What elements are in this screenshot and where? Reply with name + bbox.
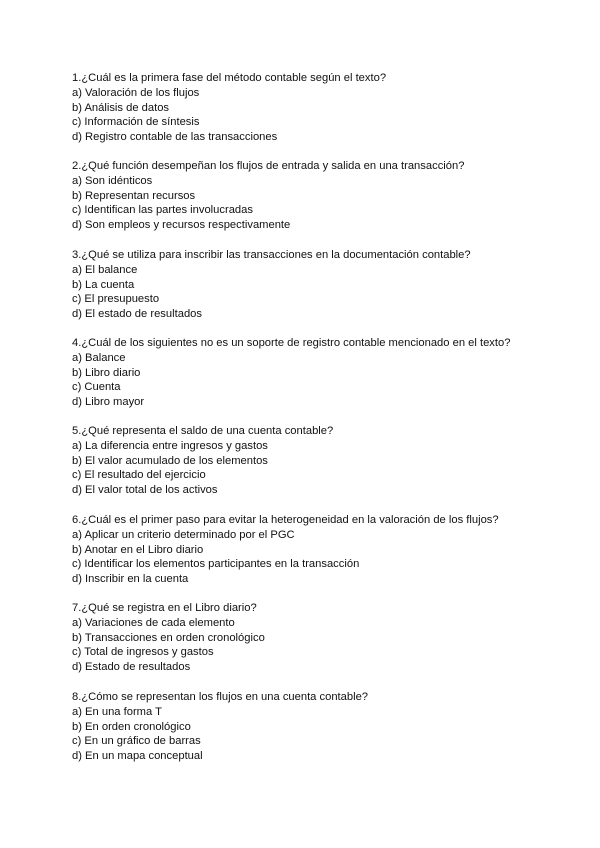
- question-text: 5.¿Qué representa el saldo de una cuenta contable?: [72, 425, 334, 437]
- answer-option: d) Inscribir en la cuenta: [72, 573, 189, 586]
- answer-option: a) En una forma T: [72, 705, 162, 718]
- question-block: [72, 248, 572, 322]
- answer-option: a) Valoración de los flujos: [72, 86, 200, 99]
- answer-option: c) Total de ingresos y gastos: [72, 646, 214, 659]
- answer-option: b) Anotar en el Libro diario: [72, 543, 204, 556]
- answer-option: d) El estado de resultados: [72, 308, 202, 321]
- answer-option: c) Identifican las partes involucradas: [72, 204, 253, 217]
- answer-option: b) Representan recursos: [72, 189, 196, 202]
- question-text: 7.¿Qué se registra en el Libro diario?: [72, 602, 257, 614]
- answer-option: b) El valor acumulado de los elementos: [72, 454, 268, 467]
- question-block: [72, 601, 572, 675]
- answer-option: a) Variaciones de cada elemento: [72, 616, 235, 629]
- answer-option: c) Identificar los elementos participantes en la transacción: [72, 558, 360, 571]
- answer-option: a) El balance: [72, 263, 138, 276]
- answer-option: d) Libro mayor: [72, 396, 145, 409]
- answer-option: a) Aplicar un criterio determinado por el PGC: [72, 528, 295, 541]
- answer-option: d) Estado de resultados: [72, 661, 191, 674]
- question-block: [72, 71, 572, 145]
- answer-option: a) Son idénticos: [72, 174, 153, 187]
- question-text: 4.¿Cuál de los siguientes no es un soporte de registro contable mencionado en el texto?: [72, 337, 511, 349]
- answer-option: b) Análisis de datos: [72, 101, 170, 114]
- answer-option: d) Registro contable de las transacciones: [72, 131, 278, 144]
- answer-option: b) La cuenta: [72, 278, 135, 291]
- question-text: 6.¿Cuál es el primer paso para evitar la heterogeneidad en la valoración de los flujos?: [72, 514, 499, 526]
- question-text: 8.¿Cómo se representan los flujos en una cuenta contable?: [72, 691, 369, 703]
- answer-option: c) El resultado del ejercicio: [72, 469, 206, 482]
- answer-option: d) El valor total de los activos: [72, 484, 218, 497]
- answer-option: d) En un mapa conceptual: [72, 750, 203, 763]
- answer-option: c) Información de síntesis: [72, 116, 200, 129]
- answer-option: a) Balance: [72, 351, 126, 364]
- answer-option: b) Transacciones en orden cronológico: [72, 631, 265, 644]
- answer-option: b) Libro diario: [72, 366, 141, 379]
- question-block: [72, 690, 572, 764]
- question-block: [72, 336, 572, 410]
- question-block: [72, 159, 572, 233]
- answer-option: a) La diferencia entre ingresos y gastos: [72, 439, 268, 452]
- question-text: 3.¿Qué se utiliza para inscribir las transacciones en la documentación contable?: [72, 249, 471, 261]
- answer-option: d) Son empleos y recursos respectivamente: [72, 219, 291, 232]
- question-block: [72, 424, 572, 498]
- answer-option: c) El presupuesto: [72, 293, 160, 306]
- question-text: 2.¿Qué función desempeñan los flujos de entrada y salida en una transacción?: [72, 160, 465, 172]
- answer-option: c) Cuenta: [72, 381, 121, 394]
- question-text: 1.¿Cuál es la primera fase del método contable según el texto?: [72, 72, 387, 84]
- answer-option: b) En orden cronológico: [72, 720, 191, 733]
- answer-option: c) En un gráfico de barras: [72, 735, 201, 748]
- question-block: [72, 513, 572, 587]
